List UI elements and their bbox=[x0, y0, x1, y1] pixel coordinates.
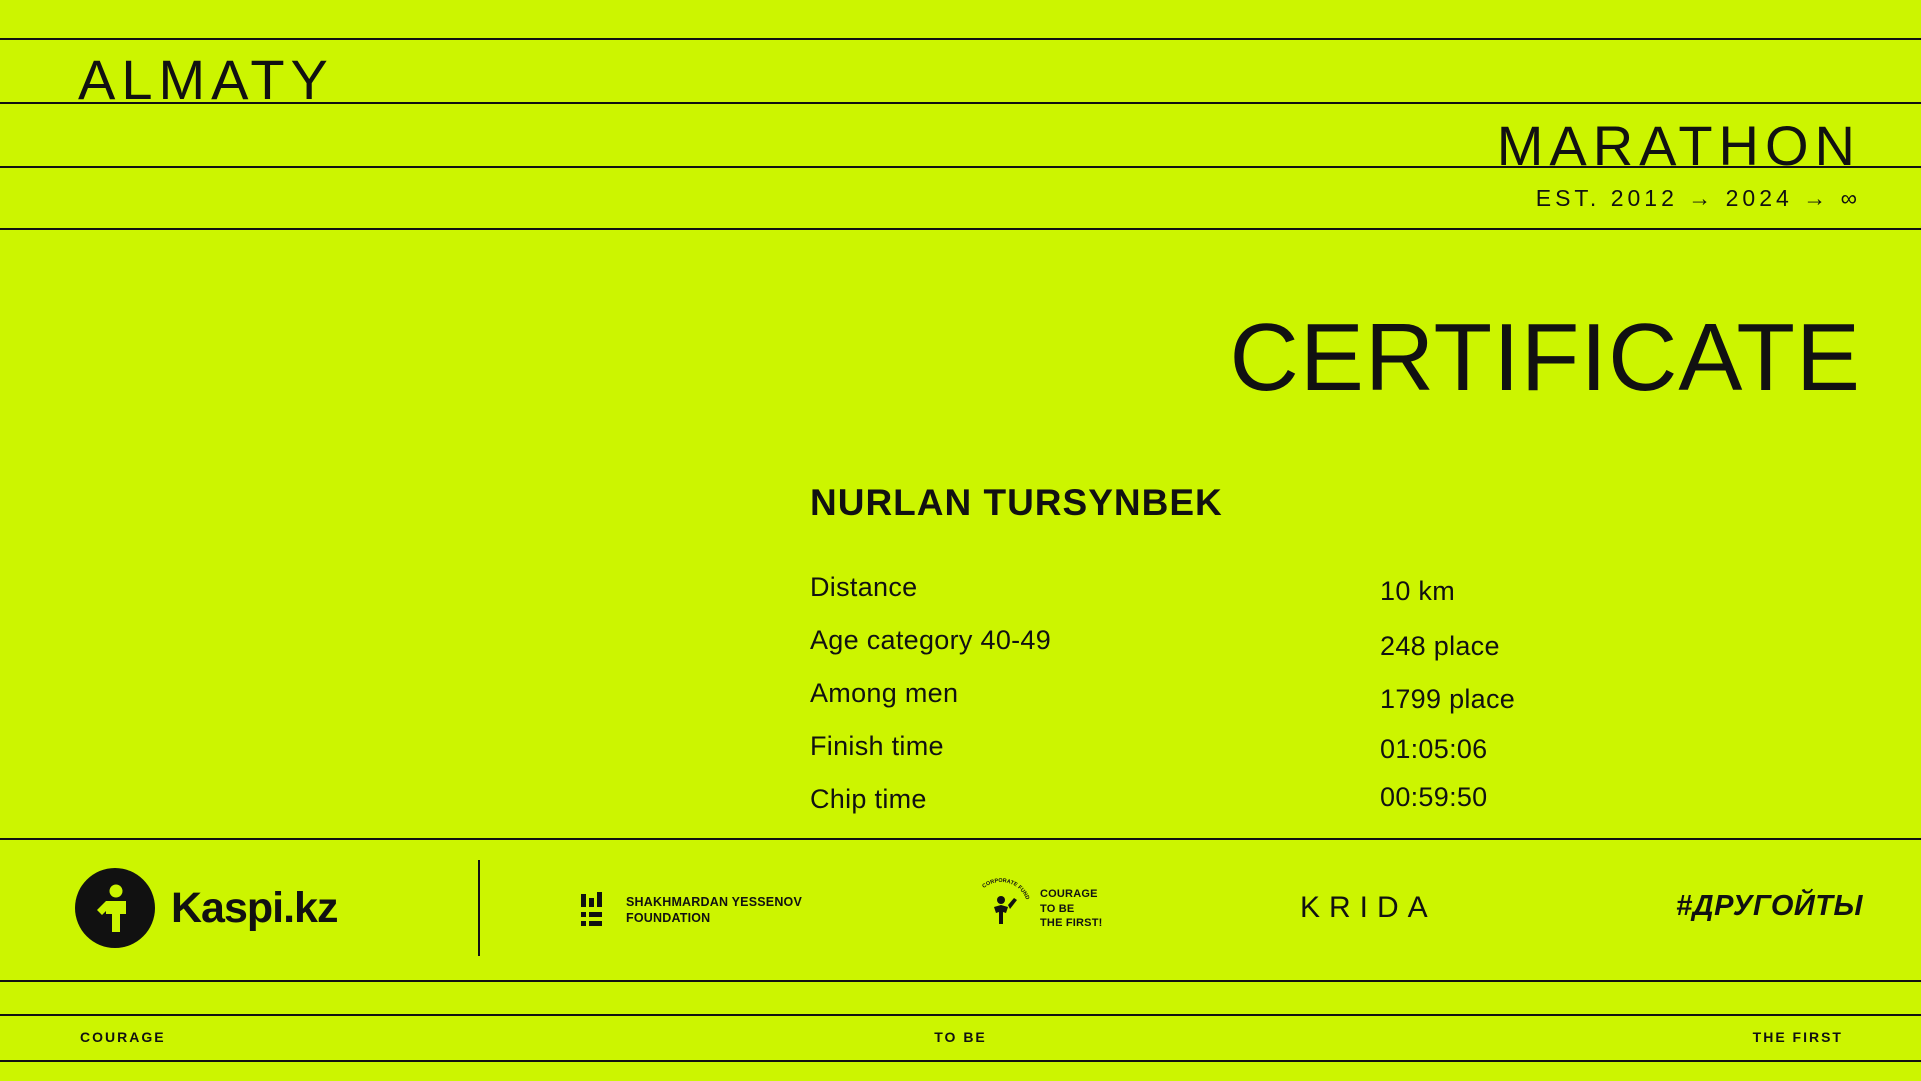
row-label: Chip time bbox=[810, 784, 927, 814]
footer-slogan bbox=[0, 1014, 1921, 1060]
brand-line-almaty: ALMATY bbox=[78, 48, 334, 111]
kaspi-figure-icon bbox=[94, 884, 136, 932]
table-row bbox=[810, 572, 1860, 625]
row-label: Finish time bbox=[810, 731, 944, 761]
results-table bbox=[810, 572, 1860, 837]
divider-rule-8 bbox=[0, 1060, 1921, 1062]
kaspi-label: Kaspi.kz bbox=[171, 883, 338, 932]
row-label: Distance bbox=[810, 572, 918, 602]
row-value: 1799 place bbox=[1380, 684, 1516, 714]
row-label: Age category 40-49 bbox=[810, 625, 1052, 655]
row-value: 248 place bbox=[1380, 631, 1500, 661]
svg-text:CORPORATE FUND: CORPORATE FUND bbox=[981, 878, 1031, 901]
corporate-fund-label bbox=[1040, 887, 1103, 932]
sponsor-bar bbox=[0, 838, 1921, 980]
footer-middle: TO BE bbox=[934, 1029, 987, 1045]
divider-rule-1 bbox=[0, 38, 1921, 40]
yessenov-label bbox=[626, 895, 802, 926]
table-row bbox=[810, 784, 1860, 837]
sponsor-krida: KRIDA bbox=[1300, 891, 1437, 924]
corpfund-line-3: THE FIRST! bbox=[1040, 917, 1103, 930]
athlete-name: NURLAN TURSYNBEK bbox=[810, 482, 1223, 523]
corporate-fund-figure-icon bbox=[970, 878, 1032, 940]
sponsor-kaspi bbox=[75, 868, 337, 948]
row-value: 01:05:06 bbox=[1380, 734, 1488, 764]
corpfund-line-1: COURAGE bbox=[1040, 887, 1098, 900]
divider-rule-6 bbox=[0, 980, 1921, 982]
divider-rule-4 bbox=[0, 228, 1921, 230]
brand-line-marathon: MARATHON bbox=[1496, 114, 1861, 177]
sponsor-divider bbox=[478, 860, 480, 956]
row-value: 10 km bbox=[1380, 576, 1456, 606]
kaspi-logo-icon bbox=[75, 868, 155, 948]
sponsor-yessenov bbox=[580, 892, 802, 930]
sponsor-hashtag: #ДРУГОЙТЫ bbox=[1676, 890, 1863, 922]
table-row bbox=[810, 731, 1860, 784]
corpfund-line-2: TO BE bbox=[1040, 902, 1075, 915]
table-row bbox=[810, 625, 1860, 678]
footer-left: COURAGE bbox=[80, 1029, 166, 1045]
corporate-fund-seal-icon bbox=[970, 878, 1032, 940]
established-line: EST. 2012 → 2024 → ∞ bbox=[1535, 185, 1861, 211]
footer-right: THE FIRST bbox=[1752, 1029, 1843, 1045]
yessenov-logo-icon bbox=[580, 892, 614, 930]
row-value: 00:59:50 bbox=[1380, 782, 1488, 812]
row-label: Among men bbox=[810, 678, 959, 708]
sponsor-corporate-fund bbox=[970, 878, 1103, 940]
table-row bbox=[810, 678, 1860, 731]
yessenov-line-2: FOUNDATION bbox=[626, 911, 711, 925]
yessenov-line-1: SHAKHMARDAN YESSENOV bbox=[626, 895, 803, 910]
page-title: CERTIFICATE bbox=[1229, 304, 1861, 411]
